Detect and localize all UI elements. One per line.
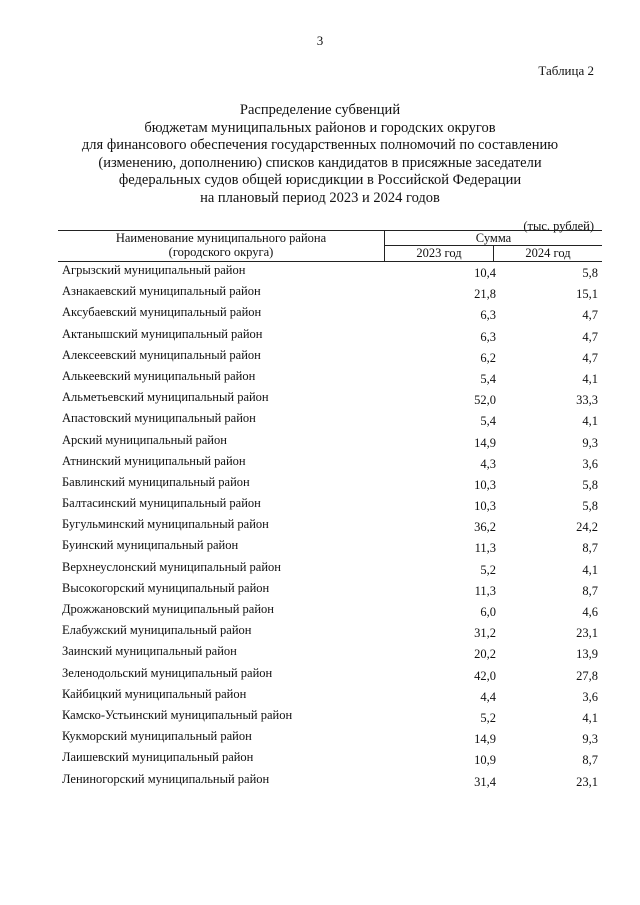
table-row (58, 368, 602, 389)
row-value-2023: 21,8 (474, 287, 496, 302)
row-value-2024: 4,1 (582, 562, 598, 577)
table-row (58, 643, 602, 664)
title-line: бюджетам муниципальных районов и городских округов (144, 119, 496, 136)
row-district-name: Бугульминский муниципальный район (62, 517, 269, 532)
table-row (58, 537, 602, 558)
row-value-2023: 14,9 (474, 732, 496, 747)
header-year-2023: 2023 год (385, 246, 494, 261)
table-label: Таблица 2 (538, 63, 594, 78)
header-name-cell (58, 231, 385, 261)
row-district-name: Атнинский муниципальный район (62, 453, 246, 468)
row-district-name: Апастовский муниципальный район (62, 411, 256, 426)
table-row (58, 559, 602, 580)
table-row (58, 347, 602, 368)
row-value-2023: 10,4 (474, 266, 496, 280)
row-district-name: Зеленодольский муниципальный район (62, 665, 273, 680)
row-value-2023: 14,9 (474, 435, 496, 450)
row-value-2024: 4,1 (582, 414, 598, 429)
table-row (58, 326, 602, 347)
row-value-2024: 27,8 (576, 668, 598, 683)
row-value-2024: 9,3 (582, 732, 598, 747)
row-value-2023: 10,3 (474, 477, 496, 492)
row-district-name: Кукморский муниципальный район (62, 729, 252, 744)
row-value-2023: 4,4 (480, 689, 496, 704)
row-district-name: Агрызский муниципальный район (62, 263, 246, 277)
row-value-2024: 8,7 (582, 541, 598, 556)
row-district-name: Арский муниципальный район (62, 432, 227, 447)
table-row (58, 410, 602, 431)
subvention-table (58, 230, 602, 792)
table-row (58, 622, 602, 643)
header-name-line1: Наименование муниципального района (115, 231, 327, 245)
row-value-2024: 4,7 (582, 308, 598, 323)
page-number: 3 (316, 33, 324, 48)
row-value-2023: 31,2 (474, 626, 496, 641)
row-value-2024: 4,7 (582, 350, 598, 365)
row-value-2023: 11,3 (474, 541, 496, 556)
table-row (58, 728, 602, 749)
row-value-2024: 8,7 (582, 583, 598, 598)
row-value-2023: 5,4 (480, 371, 496, 386)
table-row (58, 283, 602, 304)
row-value-2023: 5,4 (480, 414, 496, 429)
row-value-2024: 3,6 (582, 689, 598, 704)
title-line: (изменению, дополнению) списков кандидатов в присяжные заседатели (98, 154, 542, 171)
row-district-name: Альметьевский муниципальный район (62, 390, 269, 405)
row-value-2023: 11,3 (474, 583, 496, 598)
document-title (40, 102, 600, 207)
table-header (58, 230, 602, 262)
table-row (58, 580, 602, 601)
row-district-name: Камско-Устьинский муниципальный район (62, 707, 293, 722)
row-district-name: Лениногорский муниципальный район (62, 771, 270, 786)
row-district-name: Верхнеуслонский муниципальный район (62, 559, 281, 574)
row-value-2023: 6,0 (480, 605, 496, 619)
row-value-2024: 4,7 (582, 329, 598, 344)
table-row (58, 749, 602, 770)
row-value-2023: 10,3 (474, 499, 496, 514)
table-row (58, 495, 602, 516)
row-value-2023: 52,0 (474, 393, 496, 408)
row-value-2024: 15,1 (576, 287, 598, 302)
table-row (58, 453, 602, 474)
row-value-2023: 31,4 (474, 774, 496, 789)
row-value-2023: 42,0 (474, 668, 496, 683)
table-row (58, 262, 602, 283)
row-district-name: Алькеевский муниципальный район (62, 368, 256, 383)
table-row (58, 389, 602, 410)
row-value-2023: 36,2 (474, 520, 496, 535)
row-value-2023: 4,3 (480, 456, 496, 471)
row-value-2023: 10,9 (474, 753, 496, 768)
row-value-2024: 5,8 (582, 477, 598, 492)
row-value-2023: 5,2 (480, 562, 496, 577)
row-value-2024: 13,9 (576, 647, 598, 662)
row-value-2024: 23,1 (576, 626, 598, 641)
table-row (58, 771, 602, 792)
row-district-name: Елабужский муниципальный район (62, 623, 252, 638)
table-row (58, 601, 602, 622)
row-district-name: Кайбицкий муниципальный район (62, 686, 247, 701)
row-value-2023: 20,2 (474, 647, 496, 662)
title-line: федеральных судов общей юрисдикции в Российской Федерации (118, 172, 522, 188)
row-value-2023: 6,3 (480, 308, 496, 323)
title-line: на плановый период 2023 и 2024 годов (200, 189, 440, 206)
units-note: (тыс. рублей) (523, 219, 594, 233)
row-value-2024: 5,8 (582, 499, 598, 514)
row-value-2024: 5,8 (582, 266, 598, 280)
row-district-name: Заинский муниципальный район (62, 644, 237, 659)
row-value-2024: 8,7 (582, 753, 598, 768)
table-row (58, 474, 602, 495)
table-body (58, 262, 602, 792)
row-value-2024: 24,2 (576, 520, 598, 535)
row-district-name: Балтасинский муниципальный район (62, 496, 261, 511)
row-value-2024: 9,3 (582, 435, 598, 450)
row-district-name: Аксубаевский муниципальный район (62, 305, 262, 320)
row-value-2023: 6,3 (480, 329, 496, 344)
table-row (58, 686, 602, 707)
row-value-2024: 3,6 (582, 456, 598, 471)
row-district-name: Бавлинский муниципальный район (62, 474, 250, 489)
row-value-2023: 5,2 (480, 710, 496, 725)
row-value-2024: 4,1 (582, 371, 598, 386)
row-district-name: Высокогорский муниципальный район (62, 580, 270, 595)
row-value-2024: 4,1 (582, 710, 598, 725)
row-district-name: Дрожжановский муниципальный район (62, 602, 274, 616)
title-line: для финансового обеспечения государственных полномочий по составлению (81, 137, 559, 153)
row-district-name: Буинский муниципальный район (62, 538, 239, 553)
table-row (58, 665, 602, 686)
row-value-2024: 23,1 (576, 774, 598, 789)
title-line: Распределение субвенций (239, 102, 401, 118)
header-sum: Сумма (385, 231, 602, 246)
header-name-line2: (городского округа) (168, 245, 274, 259)
row-value-2023: 6,2 (480, 350, 496, 365)
row-district-name: Актанышский муниципальный район (62, 326, 263, 341)
row-district-name: Лаишевский муниципальный район (62, 750, 254, 765)
header-year-2024: 2024 год (525, 246, 571, 260)
table-row (58, 707, 602, 728)
row-district-name: Азнакаевский муниципальный район (62, 284, 261, 299)
table-row (58, 516, 602, 537)
row-value-2024: 33,3 (576, 393, 598, 408)
table-row (58, 304, 602, 325)
row-district-name: Алексеевский муниципальный район (62, 347, 261, 362)
table-row (58, 432, 602, 453)
row-value-2024: 4,6 (582, 605, 598, 619)
